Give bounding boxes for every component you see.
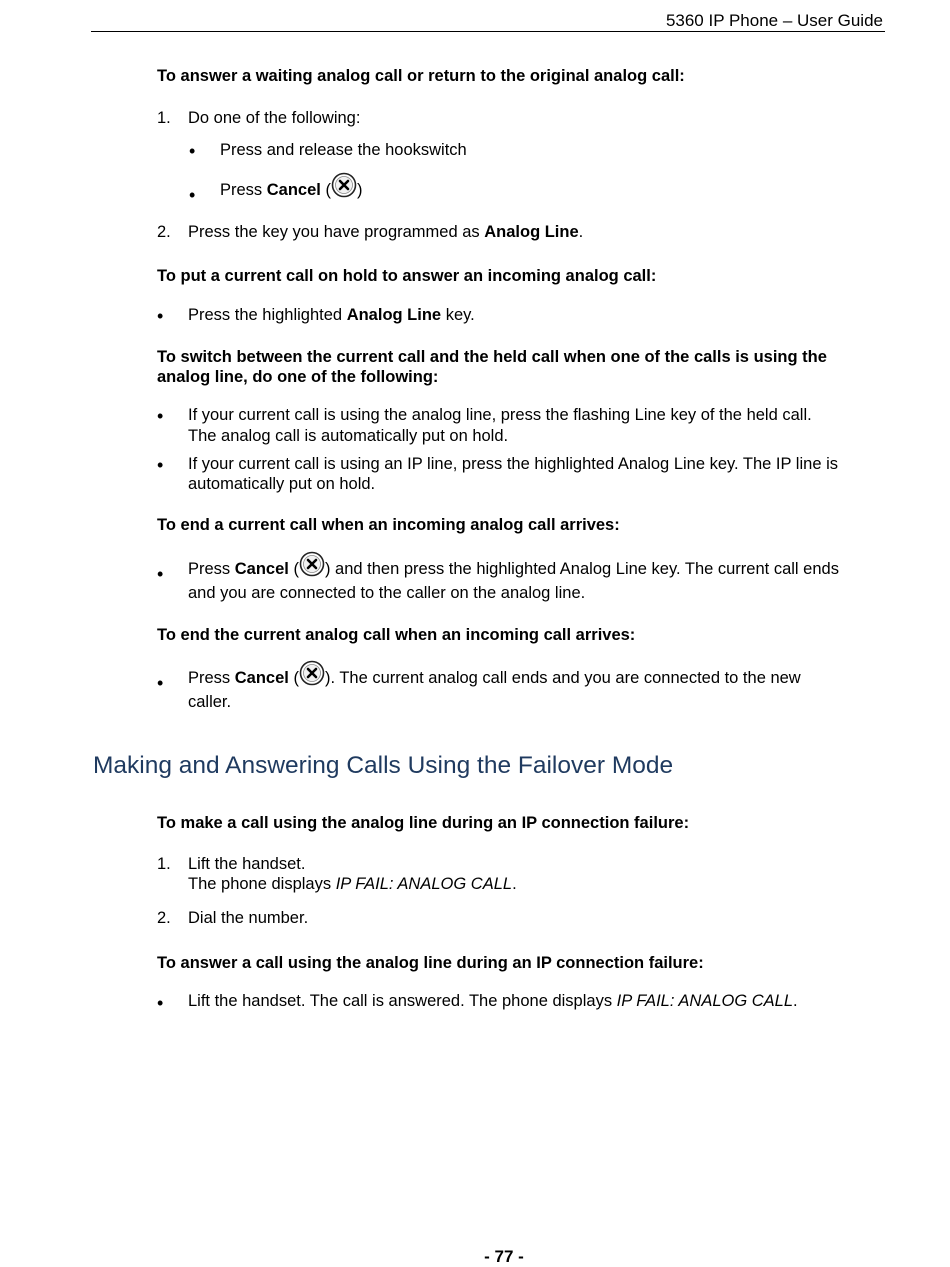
step-text [188,222,583,243]
bullet-text [188,991,798,1012]
procedure-heading: To end a current call when an incoming analog call arrives: [157,516,620,534]
text-fragment: Press the key you have programmed as [188,223,485,241]
list-number: 2. [157,909,171,927]
cancel-key-label: Cancel [266,181,321,199]
procedure-heading: To switch between the current call and the held call when one of the calls is using the [157,348,827,366]
procedure-heading: To put a current call on hold to answer an incoming analog call: [157,267,657,285]
text-fragment: . [578,223,584,241]
text-fragment: Lift the handset. The call is answered. The phone displays [188,992,617,1010]
text-fragment: ( [288,560,299,578]
step-text [188,874,517,895]
bullet-text: caller. [188,693,232,711]
bullet-marker: • [189,185,196,205]
text-fragment: Press [220,181,267,199]
bullet-marker: • [157,306,164,326]
bullet-text: The analog call is automatically put on hold. [188,427,509,445]
bullet-text [220,172,362,201]
procedure-heading: To end the current analog call when an incoming call arrives: [157,626,636,644]
bullet-text: If your current call is using the analog line, press the flashing Line key of the held call. [188,406,812,424]
text-fragment: ( [288,669,299,687]
section-title: Making and Answering Calls Using the Failover Mode [93,752,674,779]
list-number: 1. [157,855,171,873]
header-divider [91,31,885,32]
procedure-heading: To make a call using the analog line during an IP connection failure: [157,814,690,832]
bullet-text: Press and release the hookswitch [220,141,467,159]
analog-line-key-label: Analog Line [346,306,442,324]
bullet-marker: • [157,564,164,584]
step-text: Do one of the following: [188,109,361,127]
text-fragment: Press [188,560,235,578]
procedure-heading: To answer a call using the analog line during an IP connection failure: [157,954,704,972]
step-text: Lift the handset. [188,855,306,873]
text-fragment: ). The current analog call ends and you are connected to the new [324,669,801,687]
bullet-text: If your current call is using an IP line, press the highlighted Analog Line key. The IP line is [188,455,838,473]
list-number: 1. [157,109,171,127]
bullet-text: automatically put on hold. [188,475,376,493]
step-text: Dial the number. [188,909,309,927]
cancel-key-label: Cancel [234,669,289,687]
bullet-text [188,551,839,580]
text-fragment: ( [320,181,331,199]
bullet-text: and you are connected to the caller on the analog line. [188,584,586,602]
cancel-key-label: Cancel [234,560,289,578]
bullet-marker: • [157,406,164,426]
text-fragment: ) [356,181,363,199]
procedure-heading: To answer a waiting analog call or return to the original analog call: [157,67,685,85]
text-fragment: The phone displays [188,875,336,893]
procedure-heading: analog line, do one of the following: [157,368,439,386]
bullet-marker: • [189,141,196,161]
page-number: - 77 - [484,1247,524,1266]
document-title: 5360 IP Phone – User Guide [665,11,883,30]
bullet-text [188,660,801,689]
display-message: IP FAIL: ANALOG CALL [335,875,513,893]
text-fragment: Press the highlighted [188,306,347,324]
bullet-marker: • [157,673,164,693]
bullet-marker: • [157,993,164,1013]
cancel-x-circle-icon [299,660,325,686]
analog-line-key-label: Analog Line [484,223,579,241]
list-number: 2. [157,223,171,241]
text-fragment: Press [188,669,235,687]
text-fragment: . [793,992,798,1010]
bullet-marker: • [157,455,164,475]
display-message: IP FAIL: ANALOG CALL [616,992,794,1010]
cancel-x-circle-icon [331,172,357,198]
text-fragment: ) and then press the highlighted Analog Line key. The current call ends [324,560,839,578]
text-fragment: key. [441,306,475,324]
text-fragment: . [512,875,517,893]
bullet-text [188,305,475,326]
cancel-x-circle-icon [299,551,325,577]
